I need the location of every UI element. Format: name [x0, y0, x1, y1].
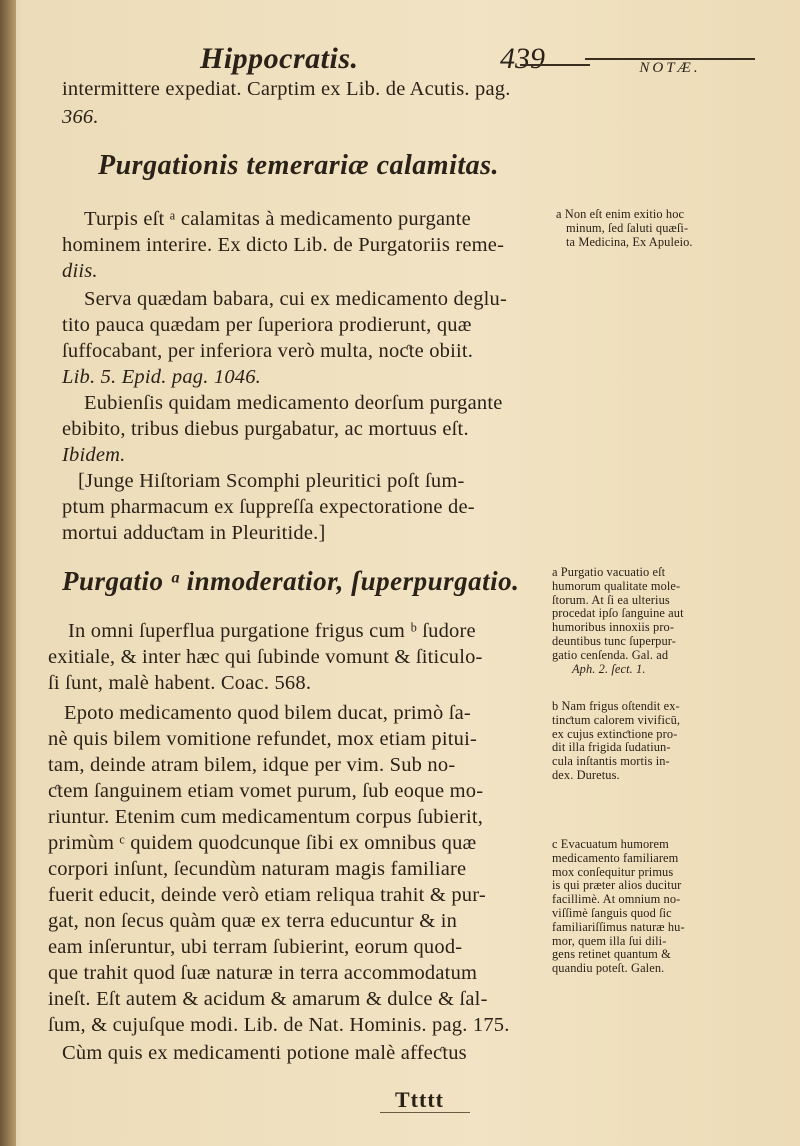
note-line: procedat ipſo ſanguine aut: [552, 606, 684, 621]
text-line: diis.: [62, 260, 98, 282]
note-line: a Purgatio vacuatio eſt: [552, 565, 666, 579]
text-line: Turpis eſt ᵃ calamitas à medicamento purgante: [84, 208, 471, 230]
text-line: nè quis bilem vomitione refundet, mox etiam pitui-: [48, 728, 478, 750]
text-line: ineſt. Eſt autem & acidum & amarum & dulce & ſal-: [48, 988, 488, 1010]
text-line: [Junge Hiſtoriam Scomphi pleuritici poſt ſum-: [78, 470, 465, 492]
header-rule: [520, 64, 590, 66]
note-line: cula inſtantis mortis in-: [552, 754, 670, 769]
note-line: deuntibus tunc ſuperpur-: [552, 633, 676, 648]
margin-note-a: [556, 208, 693, 249]
note-line: humoribus innoxiis pro-: [552, 620, 675, 635]
text-line: ebibito, tribus diebus purgabatur, ac mortuus eſt.: [62, 418, 469, 440]
text-line: Ibidem.: [62, 444, 126, 466]
text-line: eam inſeruntur, ubi terram ſubierint, eorum quod-: [48, 936, 463, 958]
margin-note-b: [552, 700, 680, 783]
note-line: b Nam frigus oſtendit ex-: [552, 699, 680, 713]
book-spine: [0, 0, 16, 1146]
note-line: ta Medicina, Ex Apuleio.: [566, 234, 693, 249]
text-line: primùm ᶜ quidem quodcunque ſibi ex omnibus quæ: [48, 832, 477, 854]
note-line: is qui præter alios ducitur: [552, 878, 682, 893]
text-line: 366.: [62, 106, 99, 128]
note-line: dit illa frigida ſudatiun-: [552, 740, 671, 755]
text-line: Cùm quis ex medicamenti potione malè affeƈtus: [62, 1042, 467, 1064]
text-line: exitiale, & inter hæc qui ſubinde vomunt & ſiticulo-: [48, 646, 483, 668]
page-number: 439: [500, 42, 545, 75]
text-line: Eubienſis quidam medicamento deorſum purgante: [84, 392, 503, 414]
catchword: Ttttt: [395, 1087, 444, 1112]
text-line: que trahit quod ſuæ naturæ in terra accommodatum: [48, 962, 478, 984]
text-line: hominem interire. Ex dicto Lib. de Purgatoriis reme-: [62, 234, 505, 256]
text-line: ptum pharmacum ex ſuppreſſa expectoratione de-: [62, 496, 475, 518]
note-line: Aph. 2. ſect. 1.: [572, 661, 646, 676]
running-head: Hippocratis.: [200, 42, 359, 75]
section-heading: Purgationis temerariæ calamitas.: [98, 150, 500, 181]
note-line: quandiu poteſt. Galen.: [552, 961, 665, 976]
text-line: Serva quædam babara, cui ex medicamento deglu-: [84, 288, 508, 310]
note-line: a Non eſt enim exitio hoc: [556, 207, 685, 221]
text-line: corpori inſunt, ſecundùm naturam magis familiare: [48, 858, 467, 880]
margin-note-a2: [552, 566, 684, 676]
note-line: familiariſſimus naturæ hu-: [552, 919, 685, 934]
note-line: ſtorum. At ſi ea ulterius: [552, 592, 670, 607]
text-line: fuerit educit, deinde verò etiam reliqua trahit & pur-: [48, 884, 486, 906]
text-line: mortui adduƈtam in Pleuritide.]: [62, 522, 326, 544]
note-line: c Evacuatum humorem: [552, 837, 669, 851]
note-line: mox conſequitur primus: [552, 864, 674, 879]
footer-rule: [380, 1112, 470, 1113]
note-line: mor, quem illa ſui dili-: [552, 933, 667, 948]
text-line: ſum, & cujuſque modi. Lib. de Nat. Hominis. pag. 175.: [48, 1014, 510, 1036]
text-line: Epoto medicamento quod bilem ducat, primò ſa-: [64, 702, 471, 724]
note-line: gatio cenſenda. Gal. ad: [552, 647, 669, 662]
note-line: ex cujus extinƈtione pro-: [552, 726, 678, 741]
text-line: ſi ſunt, malè habent. Coac. 568.: [48, 672, 312, 694]
text-line: ſuffocabant, per inferiora verò multa, noƈte obiit.: [62, 340, 474, 362]
text-line: ƈtem ſanguinem etiam vomet purum, ſub eoque mo-: [48, 780, 484, 802]
notae-label: NOTÆ.: [585, 58, 755, 82]
margin-note-c: [552, 838, 685, 976]
section-heading: Purgatio ᵃ inmoderatior, ſuperpurgatio.: [62, 566, 520, 596]
text-line: gat, non ſecus quàm quæ ex terra educuntur & in: [48, 910, 458, 932]
note-line: gens retinet quantum &: [552, 947, 671, 962]
note-line: tinƈtum calorem vivificū,: [552, 712, 681, 727]
text-line: riuntur. Etenim cum medicamentum corpus ſubierit,: [48, 806, 484, 828]
note-line: minum, ſed ſaluti quæſi-: [566, 220, 689, 235]
text-line: intermittere expediat. Carptim ex Lib. de Acutis. pag.: [62, 78, 511, 100]
text-line: tam, deinde atram bilem, idque per vim. Sub no-: [48, 754, 456, 776]
note-line: medicamento familiarem: [552, 850, 679, 865]
text-line: tito pauca quædam per ſuperiora prodierunt, quæ: [62, 314, 472, 336]
note-line: dex. Duretus.: [552, 767, 620, 782]
note-line: facillimè. At omnium no-: [552, 892, 681, 907]
note-line: humorum qualitate mole-: [552, 578, 681, 593]
text-line: Lib. 5. Epid. pag. 1046.: [62, 366, 261, 388]
text-line: In omni ſuperflua purgatione frigus cum ᵇ ſudore: [68, 620, 476, 642]
note-line: viſſimè ſanguis quod ſic: [552, 905, 672, 920]
